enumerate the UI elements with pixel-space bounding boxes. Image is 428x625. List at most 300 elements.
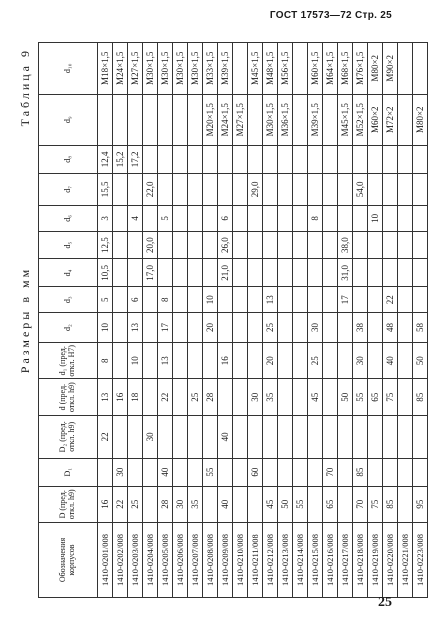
table-cell: 65 <box>368 379 383 415</box>
table-cell: 40 <box>218 415 233 458</box>
table-cell <box>293 379 308 415</box>
column-header: D (пред. откл. h9) <box>39 486 98 522</box>
table-row <box>113 43 128 598</box>
housing-designation: 1410-0201/008 <box>98 523 113 598</box>
table-cell: 8 <box>98 343 113 379</box>
table-cell: 75 <box>368 486 383 522</box>
table-cell <box>98 94 113 145</box>
table-cell: 70 <box>353 486 368 522</box>
column-header: d₈ <box>39 145 98 173</box>
table-cell <box>398 173 413 205</box>
table-cell <box>263 231 278 259</box>
table-cell <box>398 458 413 486</box>
table-cell <box>218 379 233 415</box>
table-cell <box>263 259 278 287</box>
table-cell <box>398 287 413 313</box>
table-cell <box>188 313 203 343</box>
table-cell: 13 <box>98 379 113 415</box>
housing-designation: 1410-0209/008 <box>218 523 233 598</box>
table-cell <box>218 173 233 205</box>
housing-designation: 1410-0205/008 <box>158 523 173 598</box>
table-cell <box>323 259 338 287</box>
table-cell <box>203 231 218 259</box>
housing-designation: 1410-0211/008 <box>248 523 263 598</box>
table-cell: M72×2 <box>383 94 398 145</box>
table-cell: 18 <box>128 379 143 415</box>
table-cell <box>128 415 143 458</box>
table-cell: 70 <box>323 458 338 486</box>
column-header: d₅ <box>39 231 98 259</box>
table-cell: 85 <box>353 458 368 486</box>
table-cell <box>398 94 413 145</box>
table-cell <box>188 415 203 458</box>
table-cell <box>338 173 353 205</box>
table-row <box>98 43 113 598</box>
table-cell <box>188 287 203 313</box>
housing-designation: 1410-0206/008 <box>173 523 188 598</box>
column-header: d₁₀ <box>39 43 98 95</box>
table-cell <box>308 173 323 205</box>
table-cell: 55 <box>203 458 218 486</box>
table-cell: 26,0 <box>218 231 233 259</box>
column-header: d₃ <box>39 287 98 313</box>
table-cell: 22 <box>98 415 113 458</box>
table-cell: 15,5 <box>98 173 113 205</box>
table-cell <box>158 173 173 205</box>
table-cell <box>398 313 413 343</box>
table-row <box>308 43 323 598</box>
housing-designation: 1410-0210/008 <box>233 523 248 598</box>
table-cell <box>203 173 218 205</box>
table-cell <box>113 313 128 343</box>
table-cell <box>143 205 158 231</box>
table-cell <box>293 287 308 313</box>
table-cell <box>218 313 233 343</box>
table-cell <box>278 415 293 458</box>
table-cell: 10 <box>128 343 143 379</box>
table-cell: M24×1,5 <box>113 43 128 95</box>
table-cell: M48×1,5 <box>263 43 278 95</box>
table-cell: M39×1,5 <box>308 94 323 145</box>
table-cell <box>413 287 428 313</box>
housing-designation: 1410-0220/008 <box>383 523 398 598</box>
table-cell <box>353 231 368 259</box>
table-cell <box>218 287 233 313</box>
table-row <box>158 43 173 598</box>
table-cell <box>203 415 218 458</box>
table-name: Таблица 9 <box>18 48 32 127</box>
table-cell <box>293 343 308 379</box>
table-cell: 38 <box>353 313 368 343</box>
table-cell <box>233 379 248 415</box>
table-cell <box>293 145 308 173</box>
table-cell <box>128 259 143 287</box>
table-cell: M45×1,5 <box>338 94 353 145</box>
table-cell <box>338 313 353 343</box>
table-cell <box>248 313 263 343</box>
table-cell: 28 <box>203 379 218 415</box>
table-cell <box>188 173 203 205</box>
table-cell: 25 <box>128 486 143 522</box>
table-cell: 35 <box>263 379 278 415</box>
table-cell <box>173 379 188 415</box>
table-cell: 60 <box>248 458 263 486</box>
housing-designation: 1410-0214/008 <box>293 523 308 598</box>
table-cell <box>383 259 398 287</box>
table-cell <box>143 343 158 379</box>
table-cell <box>323 94 338 145</box>
table-cell: M30×1,5 <box>173 43 188 95</box>
table-cell <box>323 379 338 415</box>
table-cell: 17,0 <box>143 259 158 287</box>
table-cell: 85 <box>413 379 428 415</box>
table-cell <box>248 415 263 458</box>
table-cell <box>398 259 413 287</box>
table-cell: 22 <box>113 486 128 522</box>
table-cell <box>308 145 323 173</box>
table-cell <box>338 486 353 522</box>
table-cell: 54,0 <box>353 173 368 205</box>
table-cell: 5 <box>158 205 173 231</box>
table-cell: 20 <box>263 343 278 379</box>
table-cell: M27×1,5 <box>128 43 143 95</box>
table-row <box>173 43 188 598</box>
column-header: d₉ <box>39 94 98 145</box>
table-cell <box>233 43 248 95</box>
table-cell: 10 <box>368 205 383 231</box>
table-cell <box>413 43 428 95</box>
table-cell <box>113 94 128 145</box>
table-cell <box>368 458 383 486</box>
table-row <box>128 43 143 598</box>
housing-designation: 1410-0213/008 <box>278 523 293 598</box>
table-cell <box>383 145 398 173</box>
table-cell: 6 <box>218 205 233 231</box>
table-cell <box>398 486 413 522</box>
table-cell: 4 <box>128 205 143 231</box>
housing-designation: 1410-0215/008 <box>308 523 323 598</box>
table-cell <box>323 173 338 205</box>
table-cell <box>248 231 263 259</box>
table-cell: 30 <box>308 313 323 343</box>
table-cell: M68×1,5 <box>338 43 353 95</box>
table-cell <box>203 486 218 522</box>
table-cell: M80×2 <box>368 43 383 95</box>
table-cell <box>323 343 338 379</box>
column-header: d₇ <box>39 173 98 205</box>
table-cell: 10 <box>98 313 113 343</box>
table-cell <box>203 205 218 231</box>
table-cell <box>278 458 293 486</box>
column-header: Обозначения корпусов <box>39 523 98 598</box>
table-cell <box>143 94 158 145</box>
table-cell <box>368 415 383 458</box>
table-body <box>98 43 428 598</box>
table-cell: 65 <box>323 486 338 522</box>
table-cell <box>158 415 173 458</box>
table-cell <box>323 415 338 458</box>
table-cell: 17,2 <box>128 145 143 173</box>
table-cell: M52×1,5 <box>353 94 368 145</box>
table-cell <box>128 173 143 205</box>
table-row <box>143 43 158 598</box>
table-cell: 28 <box>158 486 173 522</box>
table-cell <box>278 287 293 313</box>
table-cell: M27×1,5 <box>233 94 248 145</box>
table-cell <box>128 231 143 259</box>
table-cell <box>413 145 428 173</box>
table-cell <box>188 458 203 486</box>
housing-designation: 1410-0203/008 <box>128 523 143 598</box>
table-cell <box>383 205 398 231</box>
table-cell <box>293 94 308 145</box>
table-cell: 40 <box>383 343 398 379</box>
housing-designation: 1410-0218/008 <box>353 523 368 598</box>
table-cell <box>293 231 308 259</box>
table-cell: 12,4 <box>98 145 113 173</box>
table-cell <box>233 313 248 343</box>
table-cell <box>248 287 263 313</box>
table-cell: 40 <box>158 458 173 486</box>
table-cell: 16 <box>98 486 113 522</box>
table-cell: 22,0 <box>143 173 158 205</box>
table-cell: M80×2 <box>413 94 428 145</box>
table-cell <box>263 173 278 205</box>
table-cell: 85 <box>383 486 398 522</box>
table-cell <box>353 259 368 287</box>
table-cell: 45 <box>308 379 323 415</box>
table-cell: 8 <box>158 287 173 313</box>
table-cell: 15,2 <box>113 145 128 173</box>
table-cell <box>413 205 428 231</box>
table-cell <box>143 287 158 313</box>
table-cell: M20×1,5 <box>203 94 218 145</box>
housing-designation: 1410-0212/008 <box>263 523 278 598</box>
table-cell <box>278 343 293 379</box>
table-cell: 40 <box>218 486 233 522</box>
table-cell <box>173 287 188 313</box>
table-cell <box>413 458 428 486</box>
table-cell <box>278 205 293 231</box>
column-header: d₁ (пред. откл. H7) <box>39 343 98 379</box>
table-cell <box>188 231 203 259</box>
housing-designation: 1410-0217/008 <box>338 523 353 598</box>
table-cell <box>263 415 278 458</box>
table-cell <box>293 43 308 95</box>
table-cell <box>293 313 308 343</box>
table-cell <box>353 145 368 173</box>
table-cell <box>113 173 128 205</box>
table-cell: 30 <box>113 458 128 486</box>
table-cell <box>248 486 263 522</box>
table-cell <box>323 231 338 259</box>
table-cell <box>233 486 248 522</box>
housing-designation: 1410-0223/008 <box>413 523 428 598</box>
table-cell: 30 <box>143 415 158 458</box>
table-cell <box>323 205 338 231</box>
column-header: d₆ <box>39 205 98 231</box>
table-row <box>233 43 248 598</box>
table-cell: 20 <box>203 313 218 343</box>
table-cell <box>218 458 233 486</box>
table-cell <box>338 145 353 173</box>
table-cell <box>173 415 188 458</box>
table-row <box>398 43 413 598</box>
table-cell <box>218 145 233 173</box>
table-cell <box>278 313 293 343</box>
table-cell <box>113 343 128 379</box>
table-cell <box>203 343 218 379</box>
table-cell: 50 <box>413 343 428 379</box>
table-cell <box>173 94 188 145</box>
table-cell <box>173 343 188 379</box>
table-cell <box>278 379 293 415</box>
table-cell <box>188 343 203 379</box>
column-header: D₁ <box>39 458 98 486</box>
table-cell <box>113 415 128 458</box>
table-cell: 17 <box>158 313 173 343</box>
table-cell: 75 <box>383 379 398 415</box>
table-cell <box>293 458 308 486</box>
housing-designation: 1410-0221/008 <box>398 523 413 598</box>
table-cell <box>338 458 353 486</box>
dimensions-table <box>38 42 428 598</box>
table-cell: 29,0 <box>248 173 263 205</box>
table-cell <box>293 173 308 205</box>
table-cell <box>98 458 113 486</box>
page-header: ГОСТ 17573—72 Стр. 25 <box>269 10 392 21</box>
table-cell <box>203 145 218 173</box>
table-cell <box>293 415 308 458</box>
table-cell <box>263 145 278 173</box>
table-cell: 35 <box>188 486 203 522</box>
table-cell <box>233 343 248 379</box>
table-cell <box>308 458 323 486</box>
dimensions-caption: Размеры в мм <box>18 266 32 374</box>
table-cell <box>383 173 398 205</box>
table-cell <box>233 205 248 231</box>
housing-designation: 1410-0219/008 <box>368 523 383 598</box>
table-cell <box>113 287 128 313</box>
table-cell <box>233 231 248 259</box>
table-cell <box>173 458 188 486</box>
table-cell <box>233 173 248 205</box>
table-cell <box>293 205 308 231</box>
table-row <box>368 43 383 598</box>
table-cell: 5 <box>98 287 113 313</box>
table-cell <box>173 231 188 259</box>
table-cell: M90×2 <box>383 43 398 95</box>
table-cell: 30 <box>353 343 368 379</box>
table-cell <box>248 94 263 145</box>
table-cell: 50 <box>278 486 293 522</box>
table-cell <box>158 94 173 145</box>
table-cell <box>173 173 188 205</box>
table-cell <box>233 145 248 173</box>
table-cell <box>323 145 338 173</box>
table-cell <box>338 343 353 379</box>
table-cell: 31,0 <box>338 259 353 287</box>
table-row <box>413 43 428 598</box>
table-cell: M33×1,5 <box>203 43 218 95</box>
table-cell: M60×2 <box>368 94 383 145</box>
table-cell <box>188 205 203 231</box>
table-cell: 55 <box>293 486 308 522</box>
table-cell <box>308 287 323 313</box>
table-cell: M64×1,5 <box>323 43 338 95</box>
table-cell <box>158 259 173 287</box>
table-cell <box>173 259 188 287</box>
table-cell <box>263 458 278 486</box>
table-cell: 10,5 <box>98 259 113 287</box>
table-cell: 95 <box>413 486 428 522</box>
table-row <box>188 43 203 598</box>
table-cell: M30×1,5 <box>143 43 158 95</box>
table-cell <box>143 145 158 173</box>
page-number: 25 <box>378 595 392 610</box>
table-cell <box>398 379 413 415</box>
table-cell <box>353 287 368 313</box>
table-cell: 45 <box>263 486 278 522</box>
table-cell <box>278 259 293 287</box>
table-cell <box>263 205 278 231</box>
column-header: d₄ <box>39 259 98 287</box>
table-row <box>203 43 218 598</box>
table-cell <box>203 259 218 287</box>
table-cell <box>398 43 413 95</box>
table-cell <box>398 343 413 379</box>
table-cell <box>383 415 398 458</box>
table-cell: M36×1,5 <box>278 94 293 145</box>
table-cell: 8 <box>308 205 323 231</box>
table-cell <box>143 313 158 343</box>
table-cell: M76×1,5 <box>353 43 368 95</box>
housing-designation: 1410-0202/008 <box>113 523 128 598</box>
table-cell <box>248 145 263 173</box>
table-cell <box>278 231 293 259</box>
table-cell: 30 <box>173 486 188 522</box>
table-cell <box>128 458 143 486</box>
table-cell <box>113 231 128 259</box>
column-header: D₂ (пред. откл. h9) <box>39 415 98 458</box>
table-cell <box>173 205 188 231</box>
table-cell <box>368 287 383 313</box>
table-cell <box>368 343 383 379</box>
table-cell <box>248 343 263 379</box>
table-cell: 25 <box>188 379 203 415</box>
table-cell <box>368 231 383 259</box>
table-cell: 12,5 <box>98 231 113 259</box>
table-cell <box>158 231 173 259</box>
table-cell <box>293 259 308 287</box>
table-cell <box>323 313 338 343</box>
housing-designation: 1410-0207/008 <box>188 523 203 598</box>
table-cell <box>353 205 368 231</box>
table-cell <box>278 173 293 205</box>
table-cell <box>338 415 353 458</box>
table-cell <box>113 205 128 231</box>
table-cell: 3 <box>98 205 113 231</box>
table-cell: 10 <box>203 287 218 313</box>
table-cell: 13 <box>128 313 143 343</box>
housing-designation: 1410-0204/008 <box>143 523 158 598</box>
table-cell <box>308 415 323 458</box>
table-cell: 17 <box>338 287 353 313</box>
table-row <box>323 43 338 598</box>
table-cell: 22 <box>158 379 173 415</box>
table-cell <box>188 94 203 145</box>
table-cell <box>368 313 383 343</box>
